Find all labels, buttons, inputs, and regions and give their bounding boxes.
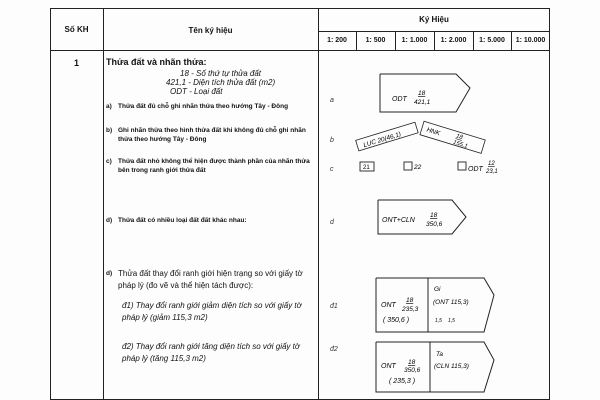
scale-label: 1: 500	[365, 37, 386, 44]
parcel-b-right-code: HNK	[425, 126, 441, 138]
scale-label: 1: 5.000	[479, 37, 505, 44]
parcel-a-area: 421,1	[414, 99, 431, 106]
parcel-b-right	[420, 121, 486, 154]
parcel-a-number: 18	[418, 90, 426, 97]
parcel-c-box1: 21	[363, 165, 370, 171]
parcel-c-num: 22	[414, 164, 422, 171]
symbol-label: a	[330, 97, 334, 104]
scale-label: 1: 1.000	[401, 37, 428, 44]
parcel-c-number: 12	[488, 161, 495, 167]
parcel-c-code: ODT	[468, 166, 483, 173]
item-letter: d)	[106, 270, 113, 277]
legend-line: ODT - Loại đất	[170, 87, 223, 96]
parcel-d2-old-area: ( 235,3 )	[389, 378, 416, 385]
parcel-d1	[376, 278, 494, 332]
scale-label: 1: 10.000	[515, 37, 546, 44]
item-text: Thửa đất nhỏ không thể hiện được thành phần của nhãn thửa bên trong ranh giới thửa đất	[118, 158, 310, 174]
symbol-label: d	[330, 219, 334, 226]
column-divider	[103, 8, 104, 400]
column-header-symbol: Ký Hiệu	[419, 15, 449, 24]
parcel-b-right-area: 155,1	[452, 139, 469, 150]
parcel-c	[360, 161, 498, 175]
parcel-d	[378, 200, 466, 234]
item-letter: b)	[106, 127, 113, 134]
parcel-d1-old-area: ( 350,6 )	[383, 317, 410, 324]
parcel-b-left	[356, 122, 419, 151]
column-header-no: Số KH	[64, 25, 89, 34]
column-header-name: Tên ký hiệu	[188, 26, 233, 35]
scale-label: 1: 200	[327, 37, 347, 44]
parcel-d1-code: ONT	[381, 302, 396, 309]
parcel-a-code: ODT	[392, 96, 407, 103]
parcel-c-area: 23,1	[486, 169, 498, 175]
row-number: 1	[73, 58, 79, 68]
parcel-b-left-text: LUC 20(46,1)	[362, 131, 402, 150]
parcel-d2-number: 18	[408, 359, 416, 366]
item-text: Thửa đất có nhiều loại đất đất khác nhau:	[118, 217, 247, 224]
parcel-d2-right-code: Ta	[436, 351, 443, 358]
parcel-d-number: 18	[430, 212, 438, 219]
item-subtext: đ1) Thay đổi ranh giới giảm diện tích so với giấy tờ pháp lý (giảm 115,3 m2)	[122, 301, 302, 322]
symbol-label: đ2	[330, 346, 338, 353]
symbol-label: c	[330, 166, 334, 173]
scale-label: 1: 2.000	[440, 37, 467, 44]
symbol-label: đ1	[330, 303, 338, 310]
parcel-d2	[376, 342, 494, 392]
parcel-a	[380, 74, 470, 112]
parcel-d1-number: 18	[406, 297, 414, 304]
parcel-d-area: 350,6	[426, 221, 443, 228]
parcel-b-right-number: 18	[455, 133, 464, 142]
row-title: Thửa đất và nhãn thửa:	[106, 57, 207, 67]
parcel-d1-right-text: (ONT 115,3)	[433, 299, 469, 306]
item-letter: a)	[106, 103, 112, 110]
legend-line: 421,1 - Diện tích thửa đất (m2)	[166, 78, 276, 87]
parcel-d2-right-text: (CLN 115,3)	[434, 363, 469, 370]
legend-line: 18 - Số thứ tự thửa đất	[180, 69, 262, 78]
item-letter: c)	[106, 158, 112, 165]
item-text: Thửa đất thay đổi ranh giới hiện trạng so với giấy tờ pháp lý (đo vẽ và thể hiện tách được):	[118, 269, 303, 290]
item-text: Ghi nhãn thửa theo hình thửa đất khi không đủ chỗ ghi nhãn thửa theo hướng Tây - Đông	[118, 127, 306, 143]
parcel-d2-area: 350,6	[404, 367, 421, 374]
item-subtext: đ2) Thay đổi ranh giới tăng diện tích so với giấy tờ pháp lý (tăng 115,3 m2)	[122, 342, 300, 363]
parcel-d1-gap: 1,5	[435, 318, 442, 324]
parcel-d-code: ONT+CLN	[382, 217, 415, 224]
parcel-d1-right-code: Gi	[434, 286, 441, 293]
symbol-drawings	[318, 50, 550, 400]
item-text: Thửa đất đủ chỗ ghi nhãn thửa theo hướng Tây - Đông	[118, 103, 289, 110]
parcel-d2-code: ONT	[381, 363, 396, 370]
parcel-d1-gap: 1,5	[448, 318, 455, 324]
item-letter: d)	[106, 217, 113, 224]
symbol-label: b	[330, 137, 334, 144]
parcel-d1-area: 235,3	[402, 306, 419, 313]
